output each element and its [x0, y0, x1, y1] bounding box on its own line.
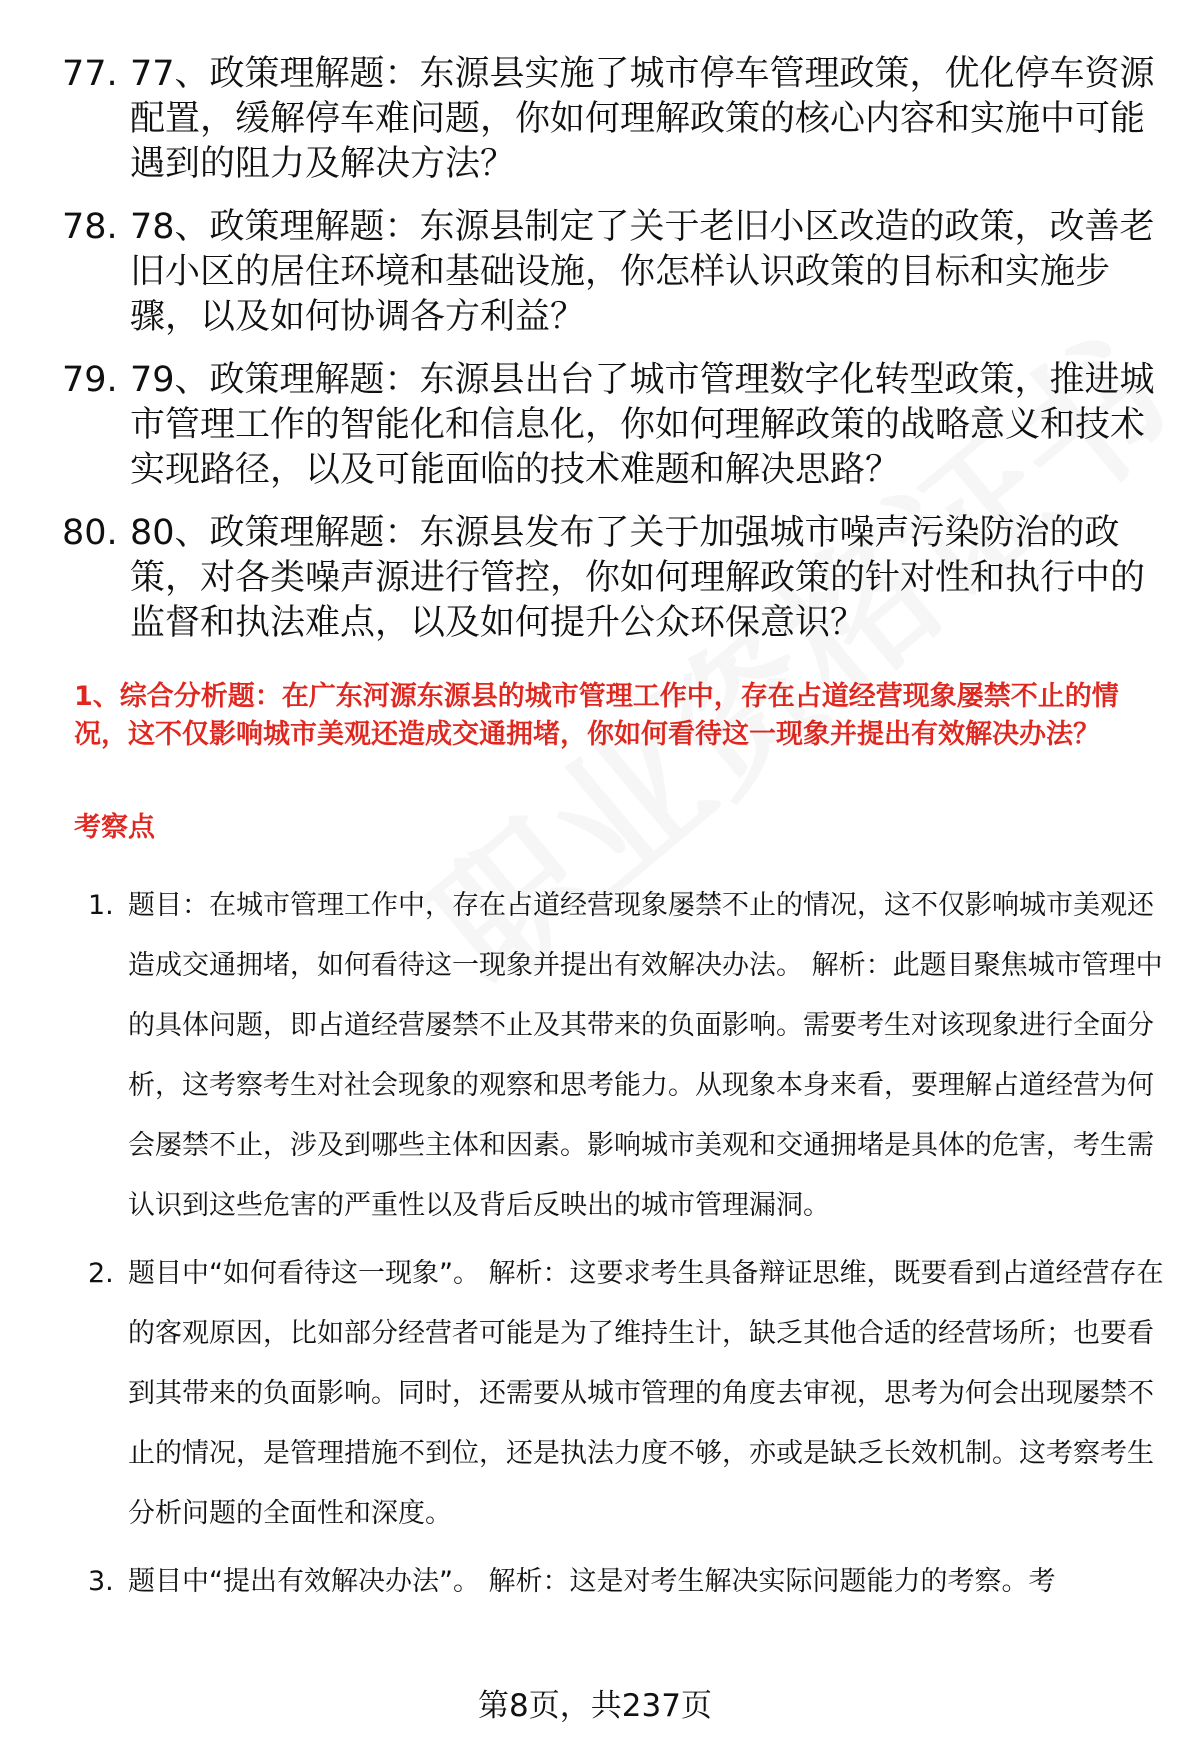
- list-item-text: 题目中“提出有效解决办法”。 解析：这是对考生解决实际问题能力的考察。考: [128, 1566, 1056, 1597]
- list-item: [88, 876, 1168, 1236]
- list-item-text: 79、政策理解题：东源县出台了城市管理数字化转型政策，推进城市管理工作的智能化和信息化，你如何理解政策的战略意义和技术实现路径，以及可能面临的技术难题和解决思路？: [130, 360, 1155, 490]
- page-footer: 第8页，共237页: [478, 1688, 712, 1724]
- analysis-list: [88, 876, 1168, 1620]
- list-item: [88, 1244, 1168, 1544]
- list-item: [62, 52, 1162, 187]
- list-item-text: 题目：在城市管理工作中，存在占道经营现象屡禁不止的情况，这不仅影响城市美观还造成交通拥堵，如何看待这一现象并提出有效解决办法。 解析：此题目聚焦城市管理中的具体问题，即占道经营屡禁不止及其带来的负面影响。需要考生对该现象进行全面分析，这考察考生对社会现象的观察和思考能力。从现象本身来看，要理解占道经营为何会屡禁不止，涉及到哪些主体和因素。影响城市美观和交通拥堵是具体的危害，考生需认识到这些危害的严重性以及背后反映出的城市管理漏洞。: [128, 890, 1163, 1221]
- list-item-text: 题目中“如何看待这一现象”。 解析：这要求考生具备辩证思维，既要看到占道经营存在的客观原因，比如部分经营者可能是为了维持生计，缺乏其他合适的经营场所；也要看到其带来的负面影响。同时，还需要从城市管理的角度去审视，思考为何会出现屡禁不止的情况，是管理措施不到位，还是执法力度不够，亦或是缺乏长效机制。这考察考生分析问题的全面性和深度。: [128, 1258, 1164, 1529]
- list-item-text: 78、政策理解题：东源县制定了关于老旧小区改造的政策，改善老旧小区的居住环境和基础设施，你怎样认识政策的目标和实施步骤，以及如何协调各方利益？: [130, 207, 1155, 337]
- question-list: [62, 52, 1162, 664]
- list-item: [62, 205, 1162, 340]
- list-item-number: 2.: [88, 1258, 114, 1289]
- list-item-number: 78.: [62, 207, 118, 247]
- list-item-number: 1.: [88, 890, 114, 921]
- sub-heading: 考察点: [74, 812, 155, 843]
- list-item: [88, 1552, 1168, 1612]
- section-title: 1、综合分析题：在广东河源东源县的城市管理工作中，存在占道经营现象屡禁不止的情况，这不仅影响城市美观还造成交通拥堵，你如何看待这一现象并提出有效解决办法？: [74, 681, 1119, 750]
- list-item-number: 77.: [62, 54, 118, 94]
- list-item-text: 80、政策理解题：东源县发布了关于加强城市噪声污染防治的政策，对各类噪声源进行管控，你如何理解政策的针对性和执行中的监督和执法难点，以及如何提升公众环保意识？: [130, 513, 1146, 643]
- list-item: [62, 511, 1162, 646]
- list-item-number: 79.: [62, 360, 118, 400]
- list-item-text: 77、政策理解题：东源县实施了城市停车管理政策，优化停车资源配置，缓解停车难问题，你如何理解政策的核心内容和实施中可能遇到的阻力及解决方法？: [130, 54, 1155, 184]
- list-item-number: 80.: [62, 513, 118, 553]
- list-item: [62, 358, 1162, 493]
- list-item-number: 3.: [88, 1566, 114, 1597]
